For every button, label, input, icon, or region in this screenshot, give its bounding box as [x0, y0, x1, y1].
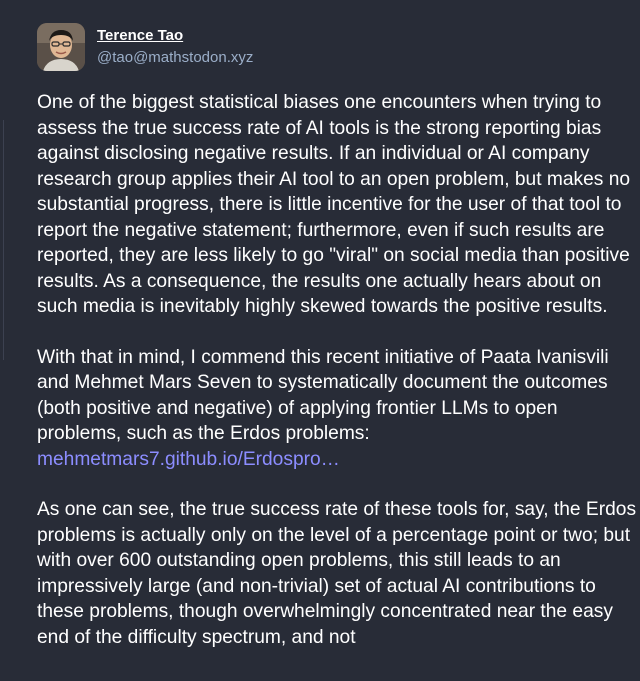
column-divider [3, 120, 4, 360]
author-handle[interactable]: @tao@mathstodon.xyz [97, 49, 254, 66]
avatar[interactable] [37, 23, 85, 71]
status-post [37, 20, 637, 675]
post-paragraph-2-text: With that in mind, I commend this recent initiative of Paata Ivanisvili and Mehmet Mars Seven to systematically document the outcomes (both positive and negative) of applying frontier LLMs to open problems, such as the Erdos problems: [37, 346, 609, 444]
post-paragraph-2 [37, 345, 637, 473]
author-display-name[interactable]: Terence Tao [97, 27, 184, 44]
post-content [37, 90, 637, 650]
author-info [97, 26, 253, 68]
post-paragraph-3: As one can see, the true success rate of these tools for, say, the Erdos problems is actually only on the level of a percentage point or two; but with over 600 outstanding open problems, this still leads to an impressively large (and non-trivial) set of actual AI contributions to these problems, though overwhelmingly concentrated near the easy end of the difficulty spectrum, and not [37, 499, 637, 648]
post-paragraph-1: One of the biggest statistical biases one encounters when trying to assess the true success rate of AI tools is the strong reporting bias against disclosing negative results. If an individual or AI company research group applies their AI tool to an open problem, but makes no substantial progress, there is little incentive for the user of that tool to report the negative statement; furthermore, even if such results are reported, they are less likely to go "viral" on social media than positive results. As a consequence, the results one actually hears about on such media is inevitably highly skewed towards the positive results. [37, 92, 631, 317]
avatar-image [37, 23, 85, 71]
post-header [37, 20, 637, 74]
erdos-problems-link[interactable]: mehmetmars7.github.io/Erdospro… [37, 448, 340, 470]
